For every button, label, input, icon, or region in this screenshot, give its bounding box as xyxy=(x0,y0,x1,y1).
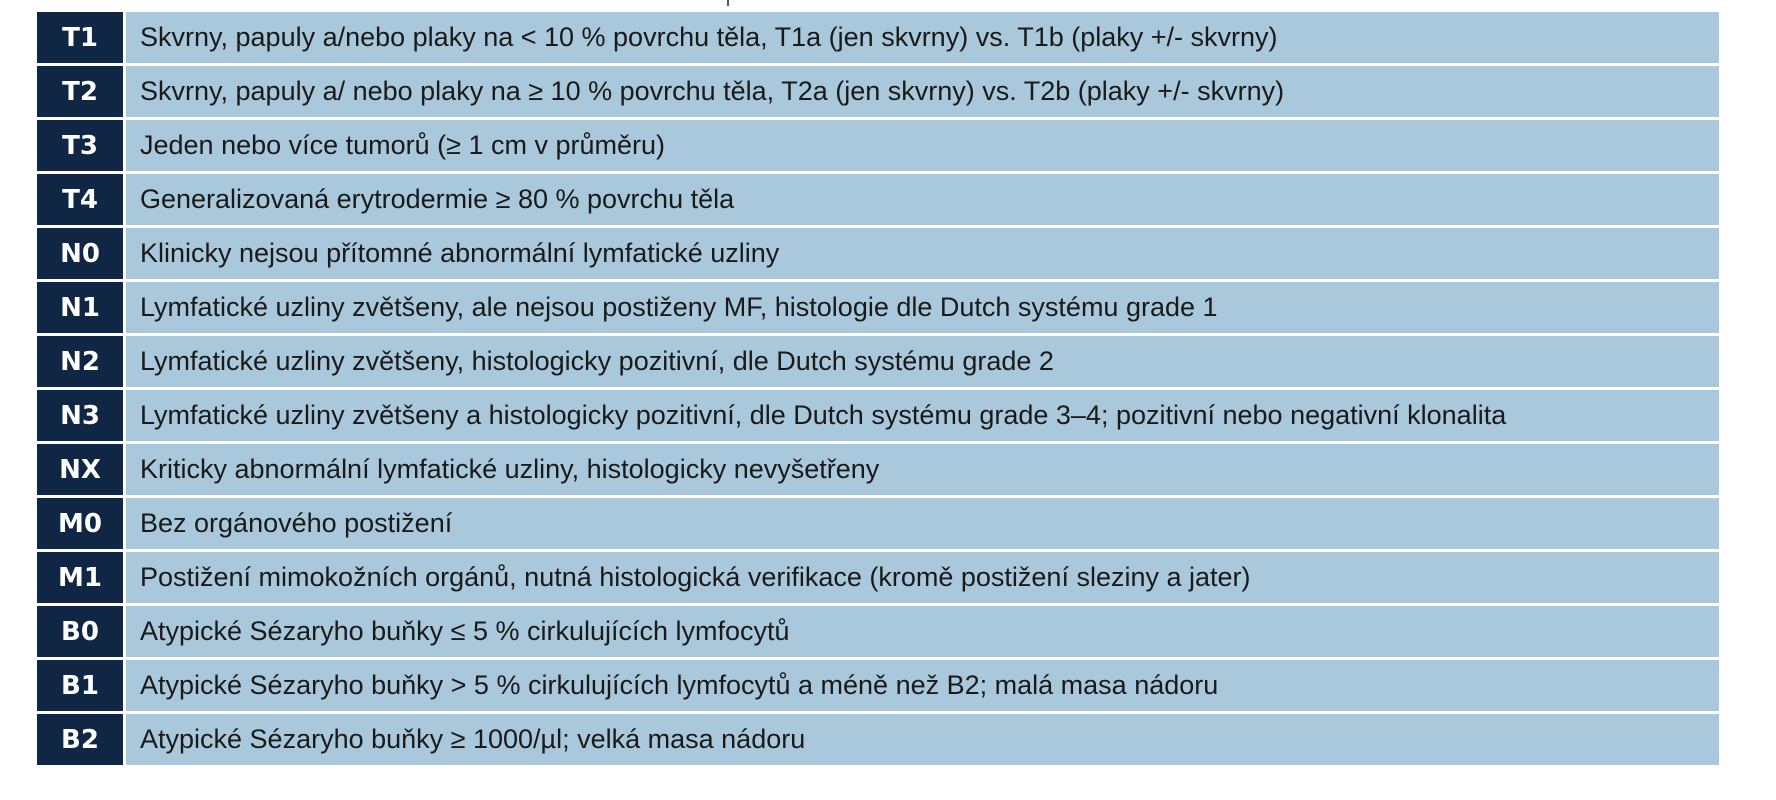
code-cell: T3 xyxy=(37,120,123,171)
code-cell: NX xyxy=(37,444,123,495)
code-cell: N0 xyxy=(37,228,123,279)
description-cell: Lymfatické uzliny zvětšeny a histologicky pozitivní, dle Dutch systému grade 3–4; pozitivní nebo negativní klonalita xyxy=(126,390,1719,441)
staging-table xyxy=(37,12,1719,768)
table-row xyxy=(37,660,1719,711)
table-row xyxy=(37,66,1719,117)
table-row xyxy=(37,174,1719,225)
description-cell: Bez orgánového postižení xyxy=(126,498,1719,549)
description-cell: Klinicky nejsou přítomné abnormální lymfatické uzliny xyxy=(126,228,1719,279)
code-cell: T2 xyxy=(37,66,123,117)
code-cell: B2 xyxy=(37,714,123,765)
description-cell: Postižení mimokožních orgánů, nutná histologická verifikace (kromě postižení sleziny a jater) xyxy=(126,552,1719,603)
table-row xyxy=(37,282,1719,333)
description-cell: Kriticky abnormální lymfatické uzliny, histologicky nevyšetřeny xyxy=(126,444,1719,495)
table-row xyxy=(37,714,1719,765)
description-cell: Lymfatické uzliny zvětšeny, histologicky pozitivní, dle Dutch systému grade 2 xyxy=(126,336,1719,387)
table-row xyxy=(37,606,1719,657)
description-cell: Atypické Sézaryho buňky ≤ 5 % cirkulujících lymfocytů xyxy=(126,606,1719,657)
table-row xyxy=(37,336,1719,387)
code-cell: B1 xyxy=(37,660,123,711)
table-row xyxy=(37,552,1719,603)
top-line-fragment xyxy=(727,0,729,6)
description-cell: Atypické Sézaryho buňky > 5 % cirkulujících lymfocytů a méně než B2; malá masa nádoru xyxy=(126,660,1719,711)
code-cell: M0 xyxy=(37,498,123,549)
table-row xyxy=(37,12,1719,63)
description-cell: Atypické Sézaryho buňky ≥ 1000/µl; velká masa nádoru xyxy=(126,714,1719,765)
code-cell: B0 xyxy=(37,606,123,657)
code-cell: T4 xyxy=(37,174,123,225)
description-cell: Lymfatické uzliny zvětšeny, ale nejsou postiženy MF, histologie dle Dutch systému grade 1 xyxy=(126,282,1719,333)
table-row xyxy=(37,120,1719,171)
description-cell: Skvrny, papuly a/ nebo plaky na ≥ 10 % povrchu těla, T2a (jen skvrny) vs. T2b (plaky +/- skvrny) xyxy=(126,66,1719,117)
code-cell: M1 xyxy=(37,552,123,603)
table-row xyxy=(37,390,1719,441)
code-cell: N3 xyxy=(37,390,123,441)
table-row xyxy=(37,498,1719,549)
description-cell: Generalizovaná erytrodermie ≥ 80 % povrchu těla xyxy=(126,174,1719,225)
description-cell: Jeden nebo více tumorů (≥ 1 cm v průměru) xyxy=(126,120,1719,171)
description-cell: Skvrny, papuly a/nebo plaky na < 10 % povrchu těla, T1a (jen skvrny) vs. T1b (plaky +/- skvrny) xyxy=(126,12,1719,63)
table-row xyxy=(37,444,1719,495)
code-cell: N1 xyxy=(37,282,123,333)
code-cell: N2 xyxy=(37,336,123,387)
code-cell: T1 xyxy=(37,12,123,63)
table-row xyxy=(37,228,1719,279)
